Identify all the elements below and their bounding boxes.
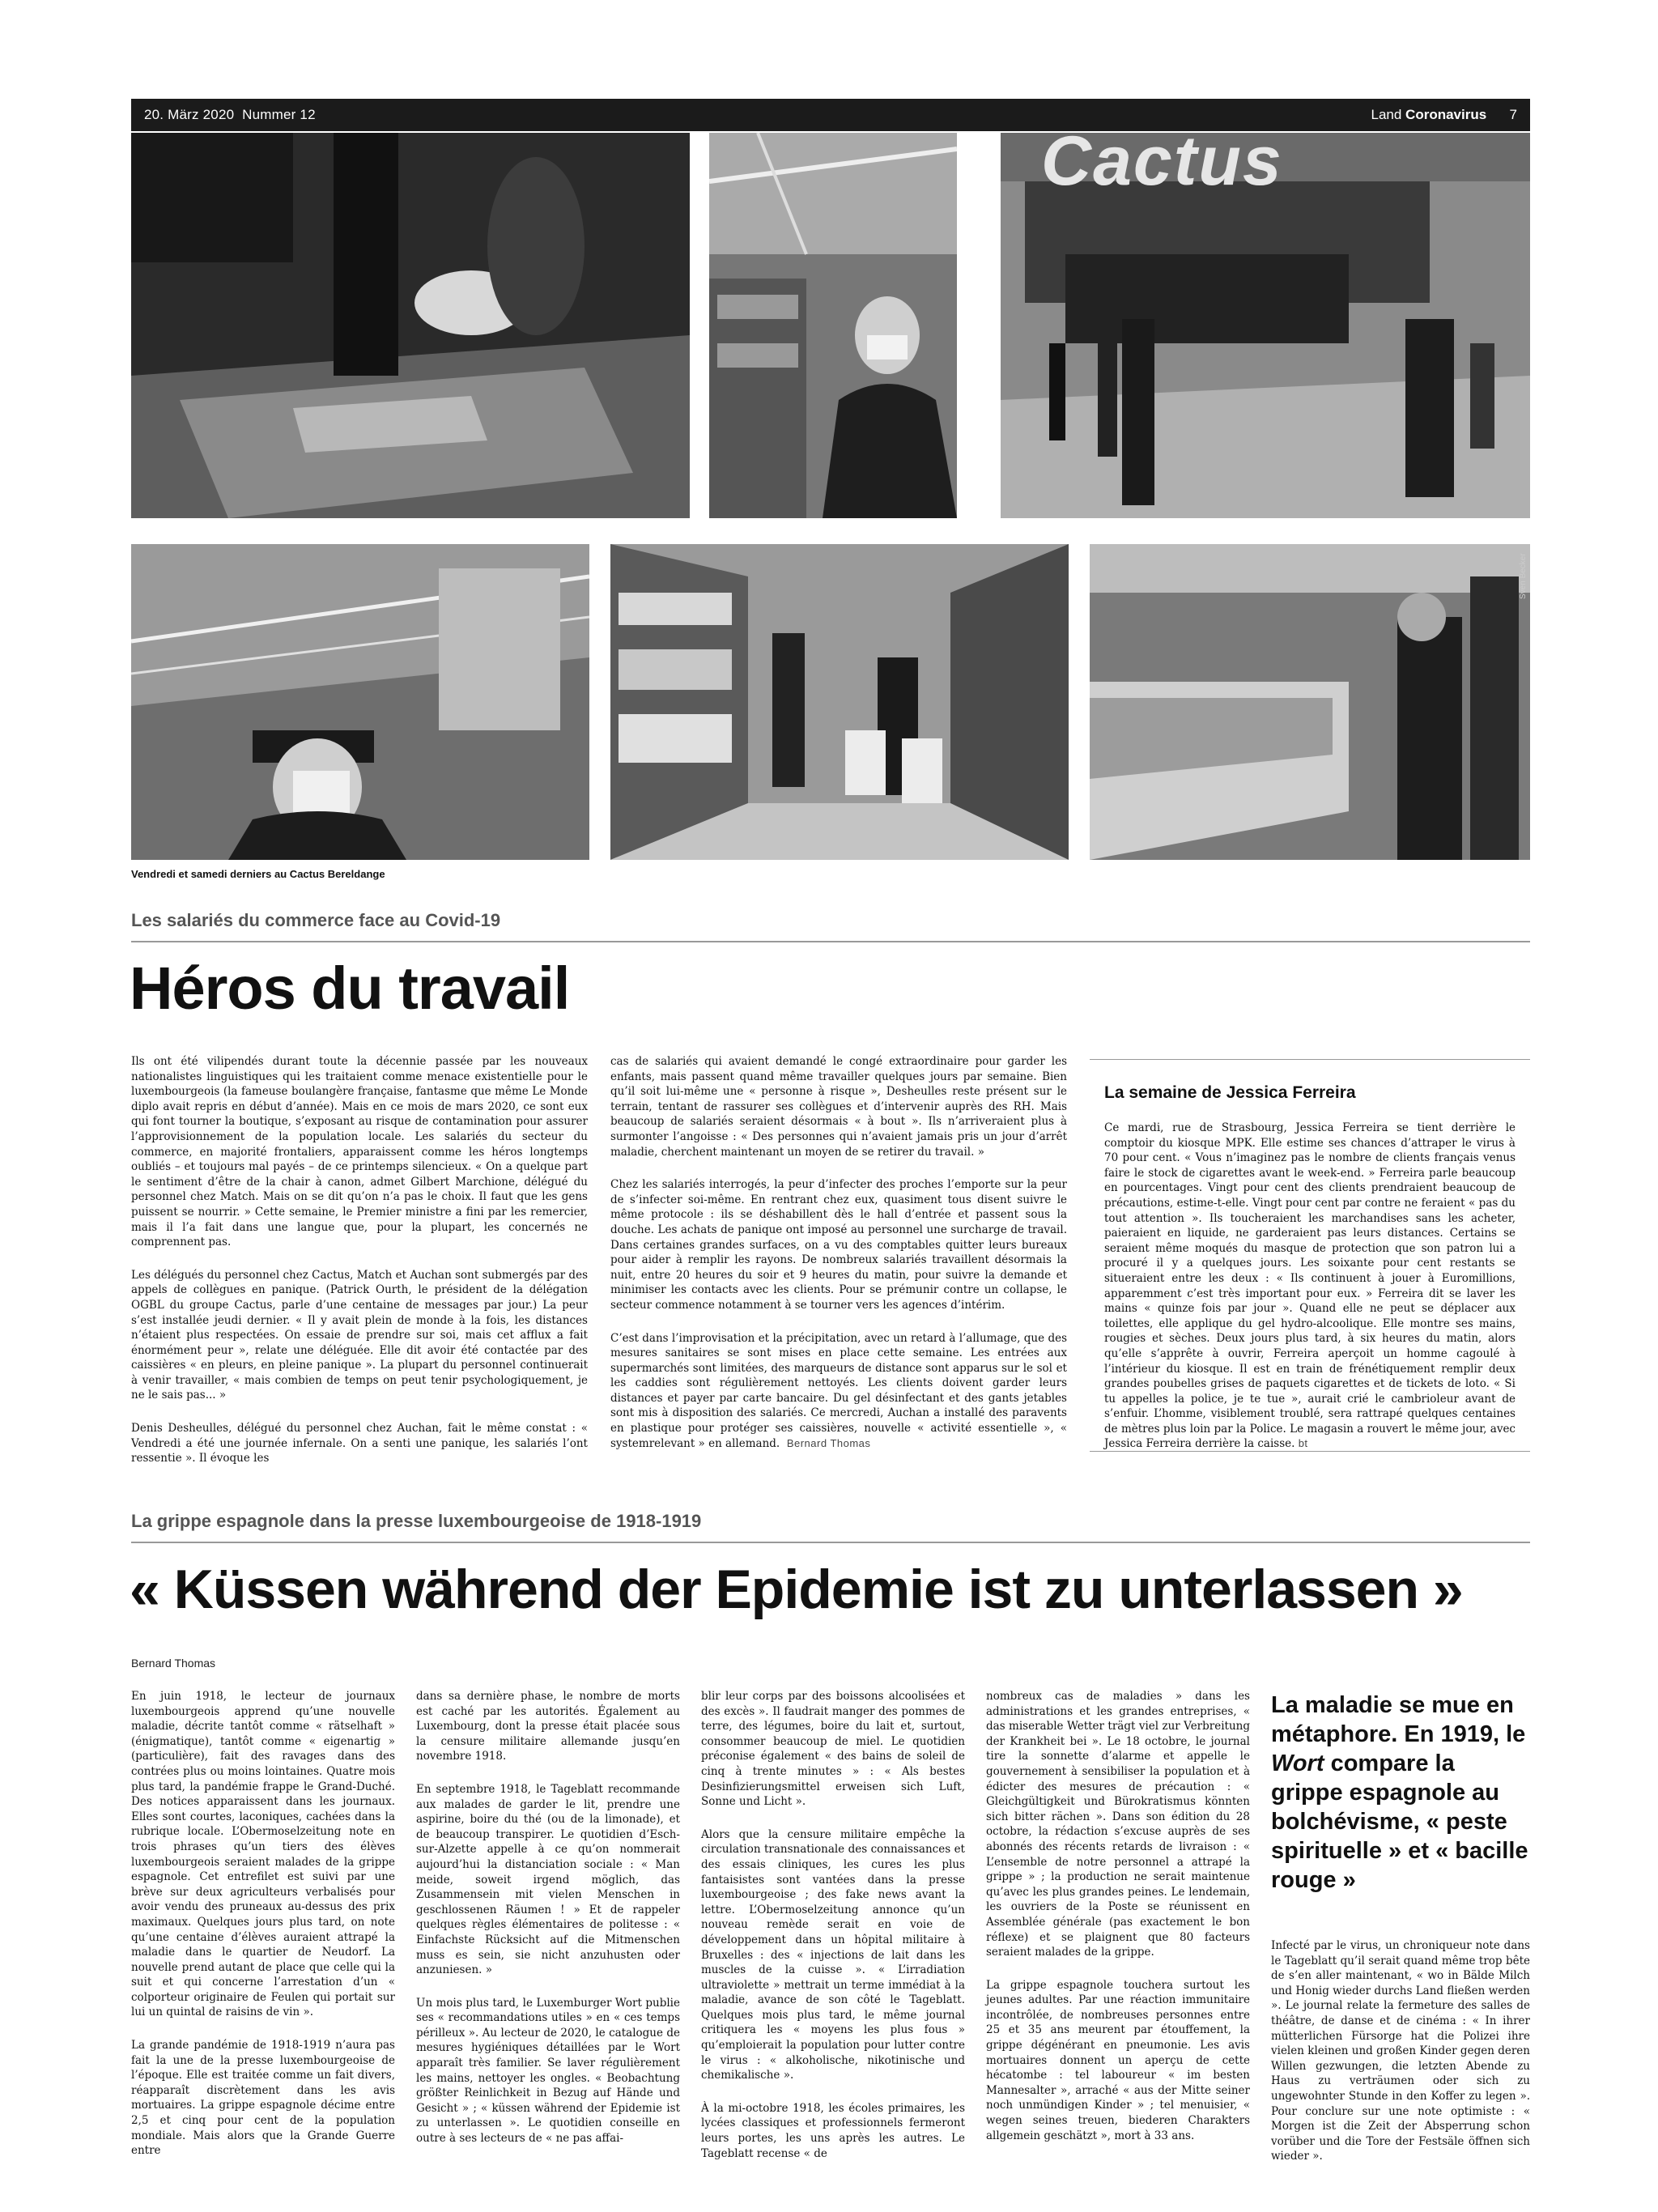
article2-column-4 (986, 1689, 1250, 2161)
article2-rule (131, 1542, 1530, 1543)
article1-paragraph: Ils ont été vilipendés durant toute la décennie passée par les nouveaux nationalistes linguistiques qui les traitaient comme menace existentielle pour le luxembourgeois (la fameuse boulangère française, fantasme que même Le Monde diplo avait repris en début d’année). Mais en ce mois de mars 2020, ce sont eux qui font tourner la boutique, s’exposant au risque de contamination pour assurer l’approvisionnement de la population locale. Les salariés du secteur du commerce, en majorité frontaliers, apparaissent comme les héros longtemps oubliés – et toujours mal payés – de ce printemps silencieux. « On a quelque part le sentiment d’être de la chair à canon, admet Gilbert Marchione, délégué du personnel chez Match. Mais on se dit qu’on n’a pas le choix. Il faut que les gens puissent se nourrir. » Cette semaine, le Premier ministre a fini par les remercier, mais il l’a fait dans une langue que, pour la plupart, les concernés ne comprennent pas. (131, 1055, 588, 1249)
box-text: Ce mardi, rue de Strasbourg, Jessica Ferreira se tient derrière le comptoir du kiosque MPK. Elle estime ses chances d’attraper le virus à 70 pour cent. « Vous n’imaginez pas le nombre de clients français venus faire le stock de cigarettes avant le week-end. » Ferreira parle beaucoup en pourcentages. Vingt pour cent des clients prendraient beaucoup de précautions, estime-t-elle. Vingt pour cent par contre ne feraient « pas du tout attention ». Ils toucheraient les marchandises sans les acheter, paieraient en liquide, ne garderaient pas leurs distances. Certains se seraient même moqués du masque de protection que son patron lui a procuré il y a quelques jours. Les soixante pour cent restants se situeraient entre les deux : « Ils continuent à jouer à Euromillions, apparemment c’est très important pour eux. » Ferreira dit se laver les mains « quinze fois par jour ». Quand elle ne peut se déplacer aux toilettes, elle applique du gel hydro-alcoolique. Elle montre ses mains, rougies et sèches. Deux jours plus tard, à six heures du matin, alors qu’elle s’apprête à ouvrir, Ferreira aperçoit un homme cagoulé à l’intérieur du kiosque. Il est en train de frénétiquement remplir deux grandes poubelles grises de paquets cigarettes et de tickets de loto. « Si tu appelles la police, je te tue », aurait crié le cambrioleur avant de s’enfuir. L’homme, visiblement troublé, sera rattrapé quelques centaines de mètres plus loin par la Police. Le magasin a rouvert le même jour, avec Jessica Ferreira derrière la caisse. bt (1104, 1121, 1516, 1451)
photo-credit: Sven Becker (1519, 553, 1528, 599)
article1-title: Héros du travail (130, 955, 570, 1022)
article1-paragraph: cas de salariés qui avaient demandé le congé extraordinaire pour garder les enfants, mais passent quand même travailler quelques jours par semaine. Bien qu’il soit lui-même une « personne à risque », Desheulles reste présent sur le terrain, tentant de rassurer ses collègues et d’intervenir auprès des RH. Mais beaucoup de salariés seraient désormais « à bout ». Ils n’arriveraient plus à surmonter l’angoisse : « Des personnes qui n’avaient jamais pris un jour d’arrêt maladie, cherchent maintenant un moyen de se retirer du travail. » (610, 1055, 1067, 1159)
page-header (131, 99, 1530, 131)
article2-paragraph: À la mi-octobre 1918, les écoles primaires, les lycées classiques et professionnels fermeront leurs portes, les uns après les autres. Le Tageblatt recense « de (701, 2101, 965, 2160)
article1-column-1 (131, 1054, 588, 1484)
article1-paragraph: Chez les salariés interrogés, la peur d’infecter des proches l’emporte sur la peur de s’infecter soi-même. En rentrant chez eux, quasiment tous disent suivre le même protocole : ils se déshabillent dès le hall d’entrée et passent sous la douche. Les achats de panique ont imposé au personnel une surcharge de travail. Dans certaines grandes surfaces, on a vu des comptables quitter leurs bureaux pour aider à remplir les rayons. De nombreux salariés travaillent désormais la nuit, entre 20 heures du soir et 9 heures du matin, pour suivre la demande et minimiser les contacts avec les clients. Pour se prémunir contre un collapse, le secteur commence notamment à se tourner vers les agences d’intérim. (610, 1178, 1067, 1312)
article1-rule (131, 941, 1530, 942)
article2-title: « Küssen während der Epidemie ist zu unterlassen » (130, 1559, 1463, 1620)
article1-column-2 (610, 1054, 1067, 1469)
photo-cactus-storefront (1001, 133, 1530, 518)
photo-man-with-mask (131, 544, 589, 860)
store-sign-text: Cactus (1041, 133, 1283, 200)
page-number: 7 (1509, 107, 1517, 122)
article2-paragraph: En juin 1918, le lecteur de journaux luxembourgeois apprend qu’une nouvelle maladie, décrite tantôt comme « rätselhaft » (énigmatique), tantôt comme « eigenartig » (particulière), fait des ravages dans des contrées plus ou moins lointaines. Quatre mois plus tard, la pandémie frappe le Grand-Duché. Des notices apparaissent dans les journaux. Elles sont courtes, laconiques, cachées dans la rubrique locale. L’Obermoselzeitung note en trois phrases qu’un tiers des élèves luxembourgeois seraient malades de la grippe espagnole. Cet entrefilet est suivi par une brève sur deux agriculteurs verbalisés pour avoir vendu des pruneaux au-dessus des prix maximaux. Quelques jours plus tard, on note qu’une centaine d’élèves auraient attrapé la maladie dans le quartier de Neudorf. La nouvelle prend autant de place que celle qui la suit et qui concerne l’arrestation d’un « colporteur originaire de Feulen qui portait sur lui un quintal de raisins de vin ». (131, 1690, 395, 2019)
section-name: Coronavirus (1405, 107, 1487, 122)
article2-paragraph: Un mois plus tard, le Luxemburger Wort publie ses « recommandations utiles » en « ces temps périlleux ». Au lecteur de 2020, le catalogue de mesures hygiéniques détaillées par le Wort apparaît très familier. Se laver régulièrement les mains, nettoyer les ongles. « Beobachtung größter Reinlichkeit in Bezug auf Hände und Gesicht » ; « küssen während der Epidemie ist zu unterlassen ». Le quotidien conseille en outre à ses lecteurs de « ne pas affai- (416, 1996, 680, 2146)
article2-paragraph: La grande pandémie de 1918-1919 n’aura pas fait la une de la presse luxembourgeoise de l’époque. Elle est traitée comme un fait divers, réapparaît discrètement dans les avis mortuaires. La grippe espagnole décime entre 2,5 et cinq pour cent de la population mondiale. Mais alors que la Grande Guerre entre (131, 2039, 395, 2158)
article2-paragraph: nombreux cas de maladies » dans les administrations et les grandes entreprises, « das miserable Wetter trägt viel zur Verbreitung der Krankheit bei ». Le 18 octobre, le journal tire la sonnette d’alarme et appelle le gouvernement à sensibiliser la population et à édicter des mesures de précaution : « Gleichgültigkeit und Bürokratismus könnten sich bitter rächen ». Dans son édition du 28 octobre, la rédaction s’excuse auprès de ses abonnés des récents retards de livraison : « L’ensemble de notre personnel a attrapé la grippe » ; la production ne serait maintenue qu’avec les plus grandes peines. Le lendemain, les ouvriers de la Poste se réunissent en Assemblée générale (pas exactement le bon réflexe) et se plaignent que 80 facteurs seraient malades de la grippe. (986, 1690, 1250, 1959)
pull-quote: La maladie se mue en métaphore. En 1919, le Wort compare la grippe espagnole au bolchévisme, « peste spirituelle » et « bacille rouge » (1271, 1692, 1528, 1893)
issue-number: Nummer 12 (242, 107, 316, 122)
article2-column-2 (416, 1689, 680, 2164)
article1-kicker: Les salariés du commerce face au Covid-19 (131, 910, 501, 930)
photo-caption: Vendredi et samedi derniers au Cactus Bereldange (131, 868, 385, 880)
article1-paragraph: C’est dans l’improvisation et la précipitation, avec un retard à l’allumage, que des mesures sanitaires se sont mises en place cette semaine. Les entrées aux supermarchés sont limitées, des marqueurs de distance sont apparus sur le sol et les caddies sont régulièrement nettoyés. Les clients doivent garder leurs distances et payer par carte bancaire. Du gel désinfectant et des gants jetables sont mis à disposition des salariés. Ce mercredi, Auchan a installé des paravents en plastique pour protéger ses caissières, nouvelle « activité essentielle », « systemrelevant » en allemand. Bernard Thomas (610, 1331, 1067, 1450)
article2-paragraph: Infecté par le virus, un chroniqueur note dans le Tageblatt qu’il serait quand même trop bête de s’en aller maintenant, « wo in Bälde Milch und Honig wieder durchs Land fließen werden ». Le journal relate la fermeture des salles de théâtre, de danse et de cinéma : « In ihrer mütterlichen Fürsorge hat die Polizei ihre vielen kleinen und großen Kinder gegen deren Willen gezwungen, die letzten Abende zu Haus zu verträumen oder sich zu ungewohnter Stunde in den Koffer zu legen ». Pour conclure sur une note optimiste : « Morgen ist die Zeit der Absperrung schon vorüber und die Tore der Festsäle öffnen sich wieder ». (1271, 1939, 1530, 2163)
article1-paragraph: Les délégués du personnel chez Cactus, Match et Auchan sont submergés par des appels de collègues en panique. (Patrick Ourth, le président de la délégation OGBL du groupe Cactus, parle d’une centaine de messages par jour.) La peur s’est installée jeudi dernier. « Il y avait plein de monde à la fois, les distances n’étaient plus respectées. On essaie de prendre sur soi, mais cet afflux a fait énormément peur », relate une déléguée. Elle dit avoir été contactée par des caissières « en pleurs, en pleine panique ». La plupart du personnel continuerait à venir travailler, « mais combien de temps on peut tenir psychologiquement, je ne le sais pas... » (131, 1268, 588, 1402)
section-prefix: Land (1371, 107, 1402, 122)
article2-paragraph: La grippe espagnole touchera surtout les jeunes adultes. Par une réaction immunitaire incontrôlée, de nombreuses personnes entre 25 et 35 ans meurent par étouffement, la grippe dégénérant en pneumonie. Les avis mortuaires donnent un aperçu de cette hécatombe : tel laboureur « im besten Mannesalter », arraché « aus der Mitte seiner noch unmündigen Kinder » ; tel menuisier, « wegen seines treuen, biederen Charakters allgemein geschätzt », mort à 33 ans. (986, 1978, 1250, 2142)
box-title: La semaine de Jessica Ferreira (1104, 1083, 1356, 1102)
article2-paragraph: Alors que la censure militaire empêche la circulation transnationale des connaissances et des essais cliniques, les cures les plus fantaisistes sont vantées dans la presse luxembourgeoise ; des fake news avant la lettre. L’Obermoselzeitung annonce qu’un nouveau remède serait en voie de développement dans un hôpital militaire à Bruxelles : des « injections de lait dans les muscles de la cuisse ». « L’irradiation ultraviolette » mettrait un terme immédiat à la maladie, avance de son côté le Tageblatt. Quelques mois plus tard, le même journal critiquera les « moyens les plus fous » qu’emploierait la population pour lutter contre le virus : « alkoholische, nikotinische und chemikalische ». (701, 1827, 965, 2082)
article2-kicker: La grippe espagnole dans la presse luxembourgeoise de 1918-1919 (131, 1511, 702, 1531)
box-rule-top (1090, 1059, 1530, 1060)
photo-masked-worker (709, 133, 957, 518)
photo-supermarket-aisle (610, 544, 1069, 860)
article2-column-1 (131, 1689, 395, 2176)
issue-date: 20. März 2020 (144, 107, 235, 122)
box-signature: bt (1298, 1437, 1308, 1450)
article1-paragraph: Denis Desheulles, délégué du personnel chez Auchan, fait le même constat : « Vendredi a été une journée infernale. On a senti une panique, les salariés l’ont ressentie ». Il évoque les (131, 1422, 588, 1465)
article2-paragraph: blir leur corps par des boissons alcoolisées et des excès ». Il faudrait manger des pommes de terre, des légumes, boire du lait et, surtout, consommer beaucoup de miel. Le quotidien préconise également « des bains de soleil de cinq à trente minutes » : « Als bestes Desinfizierungsmittel erweisen sich Luft, Sonne und Licht ». (701, 1690, 965, 1809)
photo-freezer-shoppers (1090, 544, 1530, 860)
article2-column-5 (1271, 1938, 1530, 2182)
article2-column-3 (701, 1689, 965, 2179)
article2-byline: Bernard Thomas (131, 1657, 216, 1670)
photo-checkout-hands (131, 133, 690, 518)
article2-paragraph: En septembre 1918, le Tageblatt recommande aux malades de garder le lit, prendre une aspirine, boire du thé (ou de la limonade), et de beaucoup transpirer. Le quotidien d’Esch-sur-Alzette appelle à ce qu’on nommerait aujourd’hui la distanciation sociale : « Man meide, soweit irgend möglich, das Zusammensein mit vielen Menschen in geschlossenen Räumen ! » Et de rappeler quelques règles élémentaires de politesse : « Einfachste Rücksicht auf die Mitmenschen muss es sein, sie nicht anzuhusten oder anzuniesen. » (416, 1782, 680, 1977)
article1-signature: Bernard Thomas (786, 1436, 871, 1449)
box-rule-bottom (1090, 1451, 1530, 1452)
article2-paragraph: dans sa dernière phase, le nombre de morts est caché par les autorités. Également au Luxembourg, dont la presse était placée sous la censure militaire allemande jusqu’en novembre 1918. (416, 1690, 680, 1763)
